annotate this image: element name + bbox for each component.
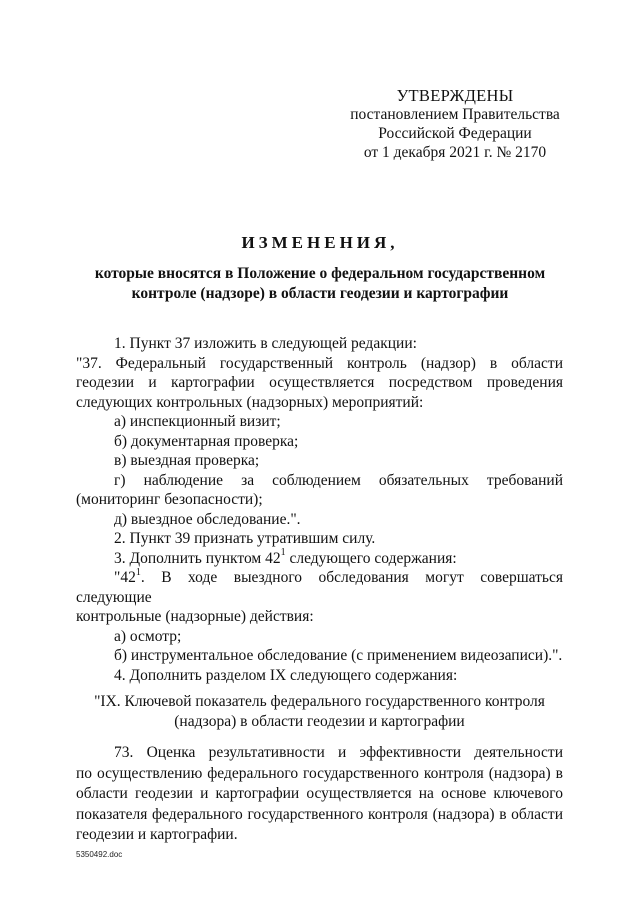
- approval-title: УТВЕРЖДЕНЫ: [396, 86, 514, 105]
- approval-line: от 1 декабря 2021 г. № 2170: [363, 144, 547, 161]
- paragraph-73-first-line: 73. Оценка результативности и эффективности деятельности: [114, 744, 563, 761]
- list-item: б) документарная проверка;: [114, 432, 299, 450]
- paragraph-42-text: "42: [114, 569, 136, 586]
- subtitle-line: которые вносятся в Положение о федеральном государственном: [94, 265, 546, 282]
- approval-block: [340, 86, 570, 162]
- paragraph-4: 4. Дополнить разделом IX следующего содержания:: [114, 666, 458, 684]
- paragraph-37-line: геодезии и картографии осуществляется посредством проведения: [76, 374, 563, 391]
- section-title: [76, 692, 563, 731]
- paragraph-37-line: следующих контрольных (надзорных) мероприятий:: [76, 393, 424, 411]
- list-item: г) наблюдение за соблюдением обязательных требований: [114, 471, 563, 489]
- paragraph-73: [76, 743, 563, 846]
- paragraph-3: [76, 549, 563, 569]
- document-title: ИЗМЕНЕНИЯ,: [241, 233, 399, 252]
- subtitle-line: контроле (надзоре) в области геодезии и картографии: [131, 285, 509, 302]
- approval-line: Российской Федерации: [378, 125, 532, 142]
- paragraph-3-text: 3. Дополнить пунктом 42: [114, 549, 281, 567]
- paragraph-42-line: [76, 568, 563, 607]
- list-item: в) выездная проверка;: [114, 452, 260, 469]
- section-title-line: (надзора) в области геодезии и картографии: [174, 712, 465, 730]
- list-item: (мониторинг безопасности);: [76, 491, 263, 508]
- paragraph-37-line: "37. Федеральный государственный контроль (надзор) в области: [76, 354, 563, 372]
- approval-line: постановлением Правительства: [350, 106, 560, 123]
- section-title-line: "IX. Ключевой показатель федерального государственного контроля: [94, 693, 545, 710]
- list-item: а) инспекционный визит;: [114, 413, 281, 430]
- superscript: 1: [280, 547, 286, 559]
- list-item: б) инструментальное обследование (с применением видеозаписи).".: [114, 647, 563, 664]
- document-body: [76, 334, 563, 846]
- paragraph-2: 2. Пункт 39 признать утратившим силу.: [114, 530, 376, 547]
- paragraph-1: 1. Пункт 37 изложить в следующей редакции:: [114, 335, 417, 352]
- document-heading: [60, 232, 580, 304]
- paragraph-3-tail: следующего содержания:: [285, 549, 457, 567]
- superscript: 1: [135, 566, 141, 578]
- document-subtitle: [60, 264, 580, 304]
- paragraph-42-line: контрольные (надзорные) действия:: [76, 608, 314, 625]
- paragraph-73-rest: по осуществлению федерального государственного контроля (надзора) в области геодезии и картографии осуществляется на основе ключевого показателя федерального государственного контроля (надзора) в области геодезии и картографии.: [76, 764, 563, 843]
- paragraph-42-tail: . В ходе выездного обследования могут совершаться следующие: [76, 569, 563, 606]
- document-file-id: 5350492.doc: [76, 850, 123, 859]
- list-item: а) осмотр;: [114, 627, 182, 645]
- list-item: д) выездное обследование.".: [114, 510, 301, 528]
